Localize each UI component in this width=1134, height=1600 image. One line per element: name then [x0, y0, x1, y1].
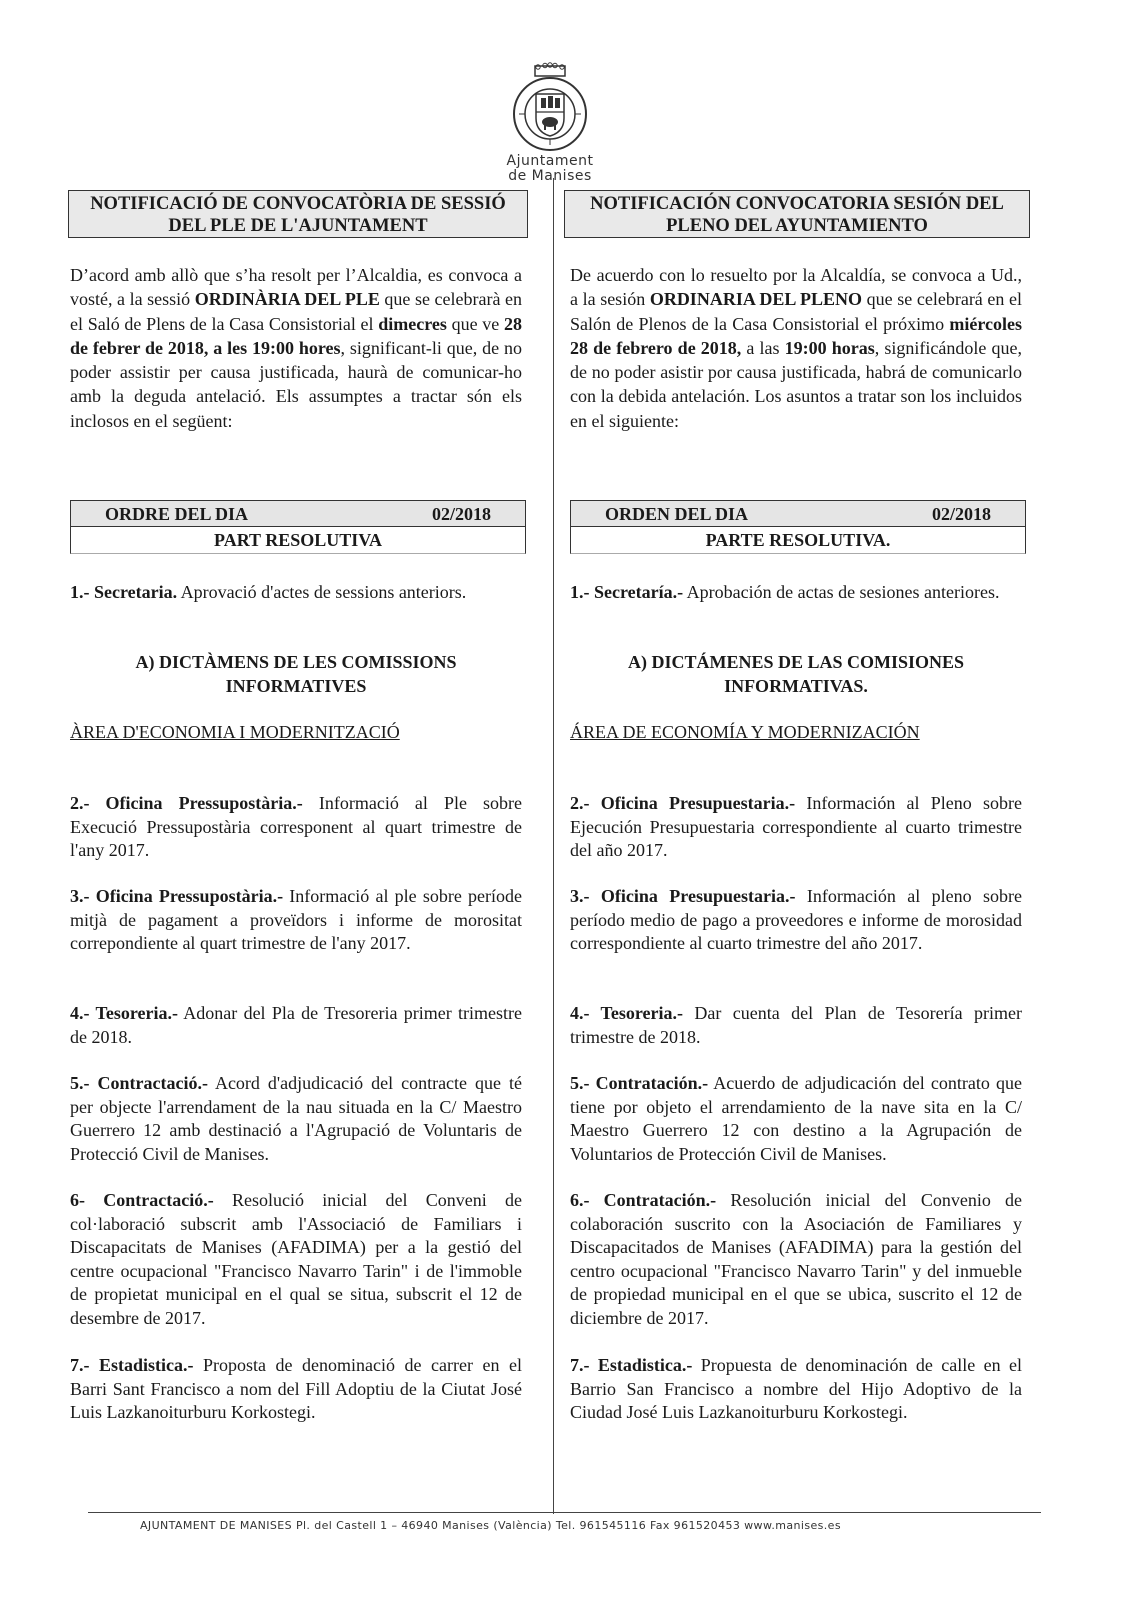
right-order-number: 02/2018 [931, 504, 991, 524]
right-item-6 [570, 1189, 1022, 1330]
right-item-4-text: Dar cuenta del Plan de Tesorería primer trimestre de 2018. [570, 1003, 1022, 1047]
footer-rule [88, 1512, 1041, 1513]
left-intro-bold-1: ORDINÀRIA DEL PLE [194, 289, 380, 310]
right-intro-text-3: a las [741, 337, 785, 358]
left-item-6-text: Resolució inicial del Conveni de col·laboració subscrit amb l'Associació de Familiars i Discapacitats de Manises (AFADIMA) per a la gestió del centre ocupacional "Francisco Navarro Tarin" i de l'immoble de propietat municipal en el qual se situa, subscrit el 12 de desembre de 2017. [70, 1190, 522, 1328]
right-item-1 [570, 581, 1022, 605]
left-item-6-head: 6- Contractació.- [70, 1190, 214, 1210]
left-intro-text-1: D’acord amb allò que s’ha resolt per l’Alcaldia, es convoca a vosté, a la sessió [70, 265, 522, 310]
right-intro-text-2: que se celebrará en el Salón de Plenos de la Casa Consistorial el próximo [570, 289, 1022, 334]
left-item-1-text: Aprovació d'actes de sessions anteriors. [177, 582, 467, 602]
right-intro-bold-2: miércoles 28 de febrero de 2018, [570, 313, 1022, 358]
left-area-title: ÀREA D'ECONOMIA I MODERNITZACIÓ [70, 722, 400, 742]
left-item-7-text: Proposta de denominació de carrer en el Barri Sant Francisco a nom del Fill Adoptiu de la Ciutat José Luis Lazkanoiturburu Korkostegi. [70, 1355, 522, 1422]
right-item-2-text: Información al Pleno sobre Ejecución Presupuestaria correspondiente al cuarto trimestre del año 2017. [570, 793, 1022, 860]
right-item-5 [570, 1072, 1022, 1166]
left-item-5-head: 5.- Contractació.- [70, 1073, 208, 1093]
left-item-3-head: 3.- Oficina Pressupostària.- [70, 886, 284, 906]
right-item-1-text: Aprobación de actas de sesiones anteriores. [683, 582, 1000, 602]
left-intro-text-2: que se celebrarà en el Saló de Plens de la Casa Consistorial el [70, 289, 522, 334]
left-item-3-text: Informació al ple sobre període mitjà de pagament a proveïdors i informe de morositat correpondiente al quart trimestre de l'any 2017. [70, 886, 523, 953]
left-item-7-head: 7.- Estadistica.- [70, 1355, 194, 1375]
left-intro-text-4: , significant-li que, de no poder assistir per causa justificada, haurà de comunicar-ho amb la deguda antelació. Els assumptes a tractar són els inclosos en el següent: [70, 337, 522, 431]
right-item-3 [570, 885, 1022, 956]
right-item-6-text: Resolución inicial del Convenio de colaboración suscrito con la Asociación de Familiares y Discapacitados de Manises (AFADIMA) para la gestión del centro ocupacional "Francisco Navarro Tarin" y del inmueble de propiedad municipal en el que se ubica, suscrito el 12 de diciembre de 2017. [570, 1190, 1022, 1328]
right-item-3-head: 3.- Oficina Presupuestaria.- [570, 886, 796, 906]
left-item-2 [70, 792, 522, 863]
left-title-box [68, 190, 528, 238]
left-intro-bold-2: dimecres [378, 313, 447, 334]
right-area-title: ÁREA DE ECONOMÍA Y MODERNIZACIÓN [570, 722, 920, 742]
right-item-4 [570, 1002, 1022, 1049]
left-item-4-text: Adonar del Pla de Tresoreria primer trimestre de 2018. [70, 1003, 523, 1047]
left-item-1-head: 1.- Secretaria. [70, 582, 178, 602]
left-item-5-text: Acord d'adjudicació del contracte que té per objecte l'arrendament de la nau situada en la C/ Maestro Guerrero 12 amb destinació a l'Agrupació de Voluntaris de Protecció Civil de Manises. [70, 1073, 522, 1164]
left-item-3 [70, 885, 522, 956]
right-item-7-text: Propuesta de denominación de calle en el Barrio San Francisco a nombre del Hijo Adoptivo de la Ciudad José Luis Lazkanoiturburu Korkostegi. [570, 1355, 1022, 1422]
right-item-5-head: 5.- Contratación.- [570, 1073, 709, 1093]
left-item-5 [70, 1072, 522, 1166]
right-item-7 [570, 1354, 1022, 1425]
left-order-label: ORDRE DEL DIA [105, 504, 249, 524]
left-item-2-text: Informació al Ple sobre Execució Pressupostària corresponent al quart trimestre de l'any 2017. [70, 793, 522, 860]
right-item-6-head: 6.- Contratación.- [570, 1190, 717, 1210]
right-section-title: A) DICTÁMENES DE LAS COMISIONES INFORMATIVAS. [627, 652, 965, 696]
right-intro [570, 263, 1022, 433]
logo-line1: Ajuntament [506, 153, 594, 169]
footer-address: AJUNTAMENT DE MANISES Pl. del Castell 1 – 46940 Manises (València) Tel. 961545116 Fax 961520453 www.manises.es [140, 1519, 841, 1532]
right-intro-bold-3: 19:00 horas [784, 337, 875, 358]
coat-of-arms-icon [505, 62, 595, 154]
column-divider [553, 178, 554, 1514]
right-order-label: ORDEN DEL DIA [605, 504, 749, 524]
left-part: PART RESOLUTIVA [70, 527, 526, 554]
right-item-2 [570, 792, 1022, 863]
right-item-1-head: 1.- Secretaría.- [570, 582, 684, 602]
left-section-title: A) DICTÀMENS DE LES COMISSIONS INFORMATIVES [135, 652, 457, 696]
left-title: NOTIFICACIÓ DE CONVOCATÒRIA DE SESSIÓ DEL PLE DE L'AJUNTAMENT [90, 194, 506, 236]
left-item-2-head: 2.- Oficina Pressupostària.- [70, 793, 303, 813]
left-item-1 [70, 581, 522, 605]
left-item-4 [70, 1002, 522, 1049]
right-item-4-head: 4.- Tesoreria.- [570, 1003, 684, 1023]
left-intro [70, 263, 522, 433]
right-intro-text-4: , significándole que, de no poder asistir por causa justificada, habrá de comunicarlo con la debida antelación. Los asuntos a tratar son los incluidos en el siguiente: [570, 337, 1023, 431]
ajuntament-logo [495, 62, 605, 184]
logo-line2: de Manises [508, 168, 592, 184]
left-item-4-head: 4.- Tesoreria.- [70, 1003, 178, 1023]
right-item-3-text: Información al pleno sobre período medio de pago a proveedores e informe de morosidad correspondiente al cuarto trimestre del año 2017. [570, 886, 1022, 953]
right-item-5-text: Acuerdo de adjudicación del contrato que tiene por objeto el arrendamiento de la nave sita en la C/ Maestro Guerrero 12 con destino a la Agrupación de Voluntarios de Protección Civil de Manises. [570, 1073, 1022, 1164]
right-title-box [564, 190, 1030, 238]
left-item-6 [70, 1189, 522, 1330]
right-intro-bold-1: ORDINARIA DEL PLENO [649, 289, 863, 310]
left-item-7 [70, 1354, 522, 1425]
left-intro-text-3: que ve [446, 313, 505, 334]
right-part: PARTE RESOLUTIVA. [570, 527, 1026, 554]
right-item-7-head: 7.- Estadistica.- [570, 1355, 693, 1375]
right-item-2-head: 2.- Oficina Presupuestaria.- [570, 793, 796, 813]
left-intro-bold-3: 28 de febrer de 2018, a les 19:00 hores [70, 313, 523, 358]
right-intro-text-1: De acuerdo con lo resuelto por la Alcaldía, se convoca a Ud., a la sesión [570, 265, 1022, 310]
right-order-box [570, 500, 1026, 554]
right-title: NOTIFICACIÓN CONVOCATORIA SESIÓN DEL PLENO DEL AYUNTAMIENTO [590, 194, 1004, 236]
left-order-box [70, 500, 526, 554]
left-order-number: 02/2018 [431, 504, 491, 524]
